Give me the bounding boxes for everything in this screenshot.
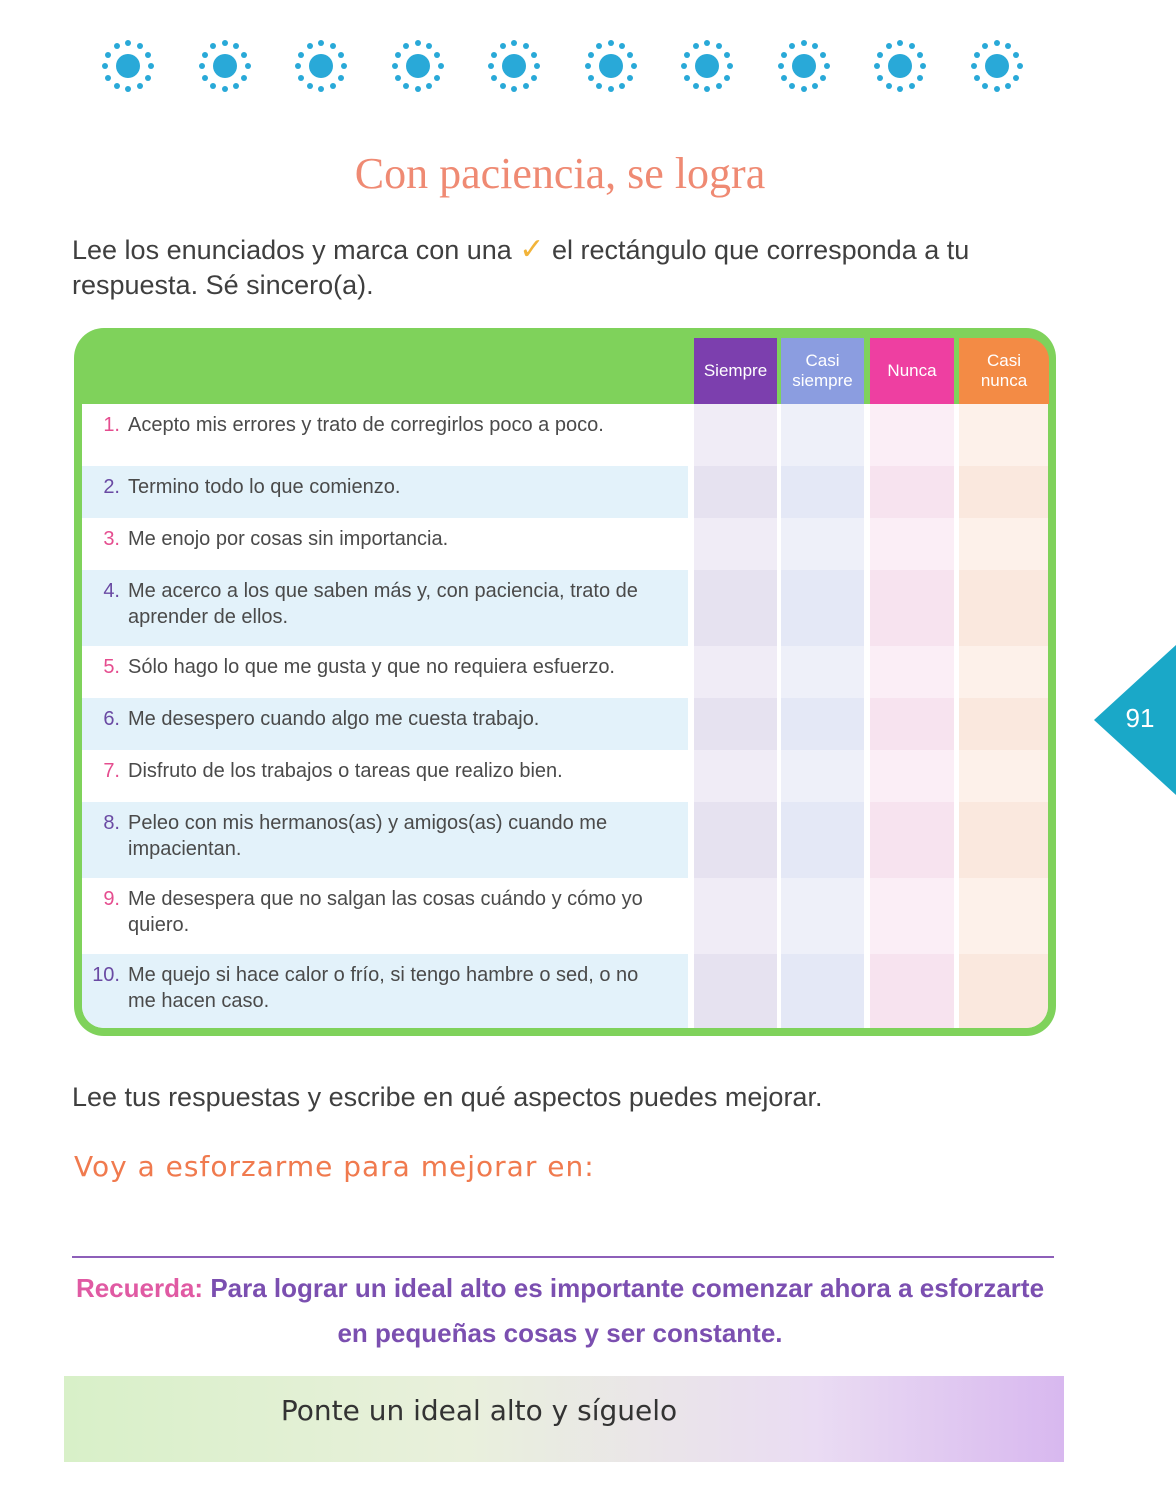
answer-casi-nunca-checkbox[interactable]	[959, 518, 1048, 570]
statement-number: 5.	[103, 656, 120, 678]
answer-casi-nunca-checkbox[interactable]	[959, 570, 1048, 646]
header-casi-siempre: Casi siempre	[781, 338, 864, 404]
answer-casi-nunca-checkbox[interactable]	[959, 802, 1048, 878]
writing-line[interactable]	[72, 1256, 1054, 1258]
remember-text: Para lograr un ideal alto es importante comenzar ahora a esforzarte en pequeñas cosas y ser constante.	[210, 1273, 1045, 1348]
answer-siempre-checkbox[interactable]	[694, 570, 777, 646]
answer-siempre-checkbox[interactable]	[694, 698, 777, 750]
statement-text: Me quejo si hace calor o frío, si tengo hambre o sed, o no me hacen caso.	[128, 964, 639, 1012]
statement-cell	[82, 404, 688, 466]
answer-casi-nunca-checkbox[interactable]	[959, 404, 1048, 466]
answer-nunca-checkbox[interactable]	[870, 570, 954, 646]
statement-text: Sólo hago lo que me gusta y que no requiera esfuerzo.	[128, 656, 615, 678]
footer-banner-text: Ponte un ideal alto y síguelo	[280, 1394, 678, 1427]
table-row	[82, 570, 1048, 646]
table-row	[82, 878, 1048, 954]
statement-number: 6.	[103, 708, 120, 730]
answer-siempre-checkbox[interactable]	[694, 750, 777, 802]
statement-cell	[82, 698, 688, 750]
page-number: 91	[1125, 703, 1155, 733]
table-row	[82, 802, 1048, 878]
table-row	[82, 466, 1048, 518]
statement-cell	[82, 646, 688, 698]
answer-nunca-checkbox[interactable]	[870, 802, 954, 878]
checkmark-icon: ✓	[519, 233, 545, 266]
dot-rosette-icon	[679, 38, 735, 94]
answer-casi-siempre-checkbox[interactable]	[781, 750, 864, 802]
statement-number: 2.	[103, 476, 120, 498]
page-title: Con paciencia, se logra	[354, 149, 766, 198]
statement-text: Me desespero cuando algo me cuesta trabajo.	[128, 708, 540, 730]
dot-rosette-icon	[776, 38, 832, 94]
answer-casi-nunca-checkbox[interactable]	[959, 698, 1048, 750]
table-row	[82, 404, 1048, 466]
answer-casi-siempre-checkbox[interactable]	[781, 878, 864, 954]
answer-nunca-checkbox[interactable]	[870, 750, 954, 802]
answer-siempre-checkbox[interactable]	[694, 518, 777, 570]
header-siempre: Siempre	[694, 338, 777, 404]
instructions	[72, 232, 1072, 303]
answer-siempre-checkbox[interactable]	[694, 404, 777, 466]
statement-cell	[82, 518, 688, 570]
answer-nunca-checkbox[interactable]	[870, 518, 954, 570]
dot-rosette-icon	[100, 38, 156, 94]
statement-number: 4.	[103, 580, 120, 602]
statement-text: Termino todo lo que comienzo.	[128, 476, 401, 498]
answer-casi-siempre-checkbox[interactable]	[781, 518, 864, 570]
header-nunca: Nunca	[870, 338, 954, 404]
remember-label: Recuerda:	[75, 1273, 204, 1303]
answer-casi-nunca-checkbox[interactable]	[959, 466, 1048, 518]
answer-nunca-checkbox[interactable]	[870, 466, 954, 518]
statement-cell	[82, 466, 688, 518]
answer-siempre-checkbox[interactable]	[694, 646, 777, 698]
dot-rosette-icon	[293, 38, 349, 94]
table-row	[82, 518, 1048, 570]
answer-casi-siempre-checkbox[interactable]	[781, 698, 864, 750]
answer-casi-siempre-checkbox[interactable]	[781, 466, 864, 518]
statement-text: Peleo con mis hermanos(as) y amigos(as) cuando me impacientan.	[128, 812, 608, 860]
statement-text: Disfruto de los trabajos o tareas que realizo bien.	[128, 760, 563, 782]
statement-number: 1.	[103, 414, 120, 436]
answer-casi-siempre-checkbox[interactable]	[781, 646, 864, 698]
answer-casi-siempre-checkbox[interactable]	[781, 802, 864, 878]
dot-rosette-icon	[872, 38, 928, 94]
answer-casi-siempre-checkbox[interactable]	[781, 954, 864, 1028]
answer-siempre-checkbox[interactable]	[694, 466, 777, 518]
statement-text: Me acerco a los que saben más y, con paciencia, trato de aprender de ellos.	[128, 580, 638, 628]
table-row	[82, 698, 1048, 750]
answer-casi-siempre-checkbox[interactable]	[781, 570, 864, 646]
table-header	[74, 328, 1056, 404]
effort-prompt: Voy a esforzarme para mejorar en:	[74, 1150, 595, 1183]
statement-cell	[82, 570, 688, 646]
answer-nunca-checkbox[interactable]	[870, 646, 954, 698]
statement-number: 3.	[103, 528, 120, 550]
read-prompt: Lee tus respuestas y escribe en qué aspectos puedes mejorar.	[72, 1082, 823, 1112]
answer-casi-nunca-checkbox[interactable]	[959, 878, 1048, 954]
table-row	[82, 954, 1048, 1028]
dot-rosette-icon	[486, 38, 542, 94]
remember-note	[60, 1266, 1060, 1356]
dot-rosette-icon	[583, 38, 639, 94]
answer-casi-siempre-checkbox[interactable]	[781, 404, 864, 466]
answer-nunca-checkbox[interactable]	[870, 878, 954, 954]
statement-cell	[82, 878, 688, 954]
statement-cell	[82, 954, 688, 1028]
answer-siempre-checkbox[interactable]	[694, 954, 777, 1028]
table-body	[82, 404, 1048, 1028]
header-casi-nunca: Casi nunca	[959, 338, 1049, 404]
statement-text: Me desespera que no salgan las cosas cuándo y cómo yo quiero.	[128, 888, 643, 936]
dot-rosette-icon	[197, 38, 253, 94]
statement-number: 10.	[92, 964, 120, 986]
self-assessment-table	[74, 328, 1056, 1036]
statement-text: Acepto mis errores y trato de corregirlos poco a poco.	[128, 414, 604, 436]
table-row	[82, 750, 1048, 802]
answer-nunca-checkbox[interactable]	[870, 698, 954, 750]
answer-casi-nunca-checkbox[interactable]	[959, 750, 1048, 802]
statement-cell	[82, 802, 688, 878]
answer-casi-nunca-checkbox[interactable]	[959, 954, 1048, 1028]
answer-casi-nunca-checkbox[interactable]	[959, 646, 1048, 698]
statement-text: Me enojo por cosas sin importancia.	[128, 528, 449, 550]
answer-siempre-checkbox[interactable]	[694, 802, 777, 878]
instructions-text-2: el rectángulo que corresponda a tu respuesta. Sé sincero(a).	[72, 235, 970, 300]
dot-rosette-icon	[969, 38, 1025, 94]
answer-nunca-checkbox[interactable]	[870, 404, 954, 466]
instructions-text-1: Lee los enunciados y marca con una	[72, 235, 512, 265]
decorative-dots-row	[100, 38, 1025, 98]
dot-rosette-icon	[390, 38, 446, 94]
statement-number: 8.	[103, 812, 120, 834]
answer-siempre-checkbox[interactable]	[694, 878, 777, 954]
statement-cell	[82, 750, 688, 802]
statement-number: 7.	[103, 760, 120, 782]
answer-nunca-checkbox[interactable]	[870, 954, 954, 1028]
table-row	[82, 646, 1048, 698]
statement-number: 9.	[103, 888, 120, 910]
